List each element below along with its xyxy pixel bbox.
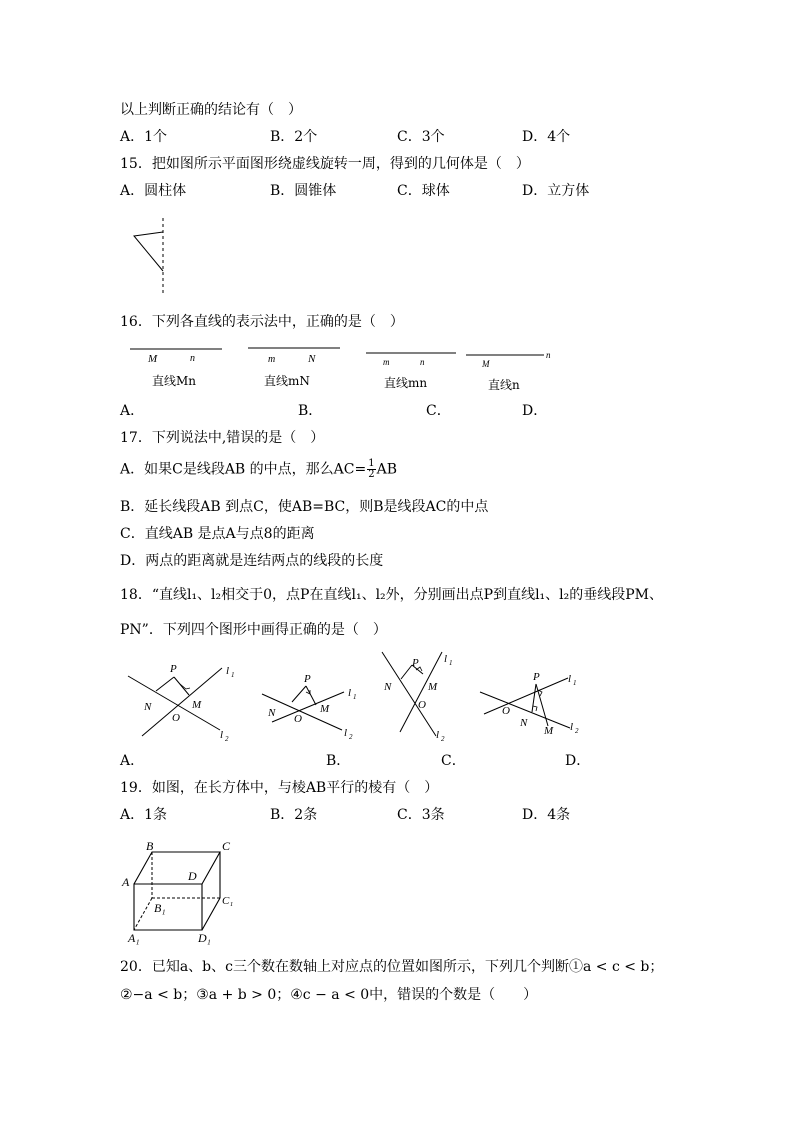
svg-text:n: n — [420, 357, 425, 367]
q15-option-c[interactable]: C．球体 — [397, 183, 450, 199]
svg-text:B₁: B₁ — [154, 901, 166, 915]
svg-text:P: P — [412, 657, 419, 669]
q18-option-c[interactable]: C． — [441, 753, 466, 769]
svg-text:1: 1 — [573, 679, 577, 687]
svg-text:O: O — [418, 699, 426, 711]
q16-caption-d: 直线n — [488, 378, 520, 392]
q17-option-a-text: A．如果C是线段AB 的中点，那么AC= — [120, 461, 367, 478]
q18-option-b[interactable]: B． — [326, 753, 351, 769]
svg-text:C: C — [222, 839, 231, 853]
svg-text:C₁: C₁ — [222, 895, 234, 907]
q19-option-d[interactable]: D．4条 — [522, 807, 571, 823]
svg-text:M: M — [482, 359, 490, 369]
q16-figure-c — [366, 348, 466, 368]
q14-option-a[interactable]: A．1个 — [120, 129, 168, 145]
q16-caption-a: 直线Mn — [152, 374, 197, 388]
q16-option-c[interactable]: C． — [426, 403, 451, 419]
svg-text:O: O — [502, 705, 510, 717]
svg-text:1: 1 — [353, 693, 357, 701]
svg-text:n: n — [190, 353, 195, 364]
svg-text:l: l — [568, 673, 572, 685]
q17-stem: 17．下列说法中,错误的是（ ） — [120, 430, 325, 446]
q19-cuboid-figure — [118, 838, 248, 946]
svg-text:P: P — [170, 663, 177, 675]
svg-text:l: l — [348, 687, 352, 699]
q19-stem: 19．如图，在长方体中，与棱AB平行的棱有（ ） — [120, 780, 439, 796]
svg-text:A: A — [122, 875, 130, 889]
svg-text:N: N — [268, 707, 276, 719]
fraction-one-half: $\frac{1}{2}$ — [368, 458, 375, 480]
svg-text:2: 2 — [575, 727, 579, 735]
q18-figure-c — [378, 650, 468, 742]
svg-text:M: M — [428, 681, 438, 693]
q14-option-b[interactable]: B．2个 — [270, 129, 318, 145]
q19-option-a[interactable]: A．1条 — [120, 807, 168, 823]
svg-text:2: 2 — [349, 733, 353, 741]
q16-stem: 16．下列各直线的表示法中，正确的是（ ） — [120, 314, 404, 330]
q15-stem: 15．把如图所示平面图形绕虚线旋转一周，得到的几何体是（ ） — [120, 156, 530, 172]
svg-text:M: M — [320, 703, 330, 715]
q14-conclusion: 以上判断正确的结论有（ ） — [120, 102, 302, 118]
svg-text:l: l — [220, 729, 224, 741]
svg-text:M: M — [192, 699, 202, 711]
q16-option-b[interactable]: B． — [298, 403, 323, 419]
q17-option-b[interactable]: B．延长线段AB 到点C，使AB=BC，则B是线段AC的中点 — [120, 499, 489, 515]
svg-text:D₁: D₁ — [198, 931, 211, 945]
svg-text:O: O — [294, 713, 302, 725]
q19-option-b[interactable]: B．2条 — [270, 807, 318, 823]
svg-text:l: l — [436, 729, 440, 741]
q15-option-b[interactable]: B．圆锥体 — [270, 183, 337, 199]
q17-option-a[interactable] — [120, 459, 397, 480]
q19-option-c[interactable]: C．3条 — [397, 807, 445, 823]
q17-option-a-tail: AB — [376, 461, 398, 478]
q20-stem-line2: ②−a < b；③a + b > 0；④c − a < 0中，错误的个数是（ ） — [120, 987, 538, 1003]
svg-text:l: l — [570, 721, 574, 733]
svg-text:1: 1 — [231, 671, 235, 679]
svg-text:m: m — [383, 357, 390, 367]
q15-option-a[interactable]: A．圆柱体 — [120, 183, 187, 199]
q15-option-d[interactable]: D．立方体 — [522, 183, 590, 199]
svg-text:l: l — [226, 665, 230, 677]
q18-figure-b — [260, 672, 370, 744]
svg-text:l: l — [344, 727, 348, 739]
q16-caption-b: 直线mN — [264, 374, 310, 388]
svg-text:2: 2 — [441, 735, 445, 743]
q16-figure-d — [466, 350, 566, 370]
q17-option-c[interactable]: C．直线AB 是点A与点8的距离 — [120, 526, 315, 542]
q14-option-d[interactable]: D．4个 — [522, 129, 571, 145]
svg-text:P: P — [533, 671, 540, 683]
q16-option-a[interactable]: A． — [120, 403, 145, 419]
q14-option-c[interactable]: C．3个 — [397, 129, 445, 145]
svg-text:n: n — [546, 350, 551, 360]
q18-option-a[interactable]: A． — [120, 753, 145, 769]
svg-text:B: B — [146, 839, 154, 853]
svg-text:N: N — [520, 717, 528, 729]
q18-stem-line2: PN”．下列四个图形中画得正确的是（ ） — [120, 622, 387, 638]
q16-caption-c: 直线mn — [384, 376, 428, 390]
svg-text:1: 1 — [449, 659, 453, 667]
svg-text:O: O — [172, 712, 180, 724]
q18-figure-a — [120, 658, 250, 748]
svg-text:A₁: A₁ — [128, 931, 140, 945]
svg-text:P: P — [304, 673, 311, 685]
q15-triangle-figure — [130, 218, 170, 298]
svg-text:D: D — [188, 869, 197, 883]
svg-text:m: m — [268, 354, 276, 365]
q16-option-d[interactable]: D． — [522, 403, 548, 419]
svg-text:N: N — [308, 353, 316, 365]
svg-text:M: M — [544, 725, 554, 737]
q18-stem-line1: 18．“直线l₁、l₂相交于0，点P在直线l₁、l₂外，分别画出点P到直线l₁、l₂的垂线段PM、 — [120, 587, 664, 603]
q20-stem-line1: 20．已知a、b、c三个数在数轴上对应点的位置如图所示，下列几个判断①a < c < b； — [120, 959, 664, 975]
q16-figure-a — [130, 343, 230, 363]
q17-option-d[interactable]: D．两点的距离就是连结两点的线段的长度 — [120, 553, 384, 569]
svg-text:l: l — [444, 653, 448, 665]
svg-text:N: N — [144, 701, 152, 713]
q18-option-d[interactable]: D． — [565, 753, 591, 769]
q18-figure-d — [478, 670, 593, 742]
svg-text:M: M — [148, 353, 158, 365]
svg-text:N: N — [384, 681, 392, 693]
q16-figure-b — [248, 343, 348, 363]
svg-text:2: 2 — [225, 735, 229, 743]
